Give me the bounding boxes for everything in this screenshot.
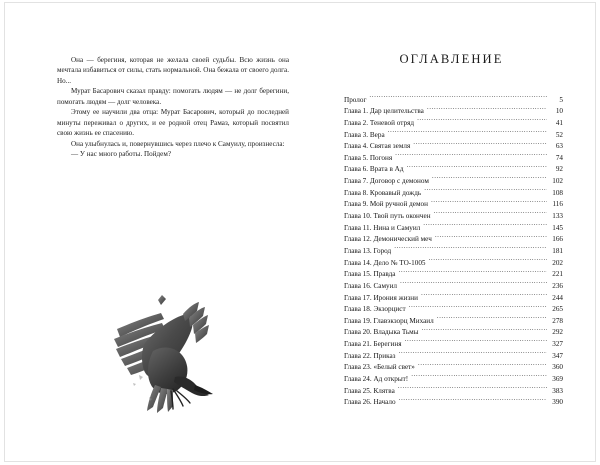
- toc-entry-label: Глава 14. Дело № ТО-1005: [344, 258, 426, 267]
- toc-leader-dots: [435, 230, 547, 242]
- toc-leader-dots: [417, 113, 547, 125]
- toc-leader-dots: [407, 160, 547, 172]
- toc-entry-page: 221: [552, 270, 563, 279]
- toc-entry-page: 116: [552, 200, 563, 209]
- toc-entry-label: Глава 10. Твой путь окончен: [344, 212, 431, 221]
- toc-entry-page: 74: [555, 153, 563, 162]
- toc-entry-label: Глава 23. «Белый свет»: [344, 363, 415, 372]
- toc-entry-label: Глава 9. Мой ручной демон: [344, 200, 428, 209]
- toc-leader-dots: [409, 300, 547, 312]
- page-title: ОГЛАВЛЕНИЕ: [399, 52, 504, 66]
- toc-entry-label: Глава 5. Погоня: [344, 153, 393, 162]
- toc-entry[interactable]: [344, 90, 563, 102]
- toc-leader-dots: [427, 102, 547, 114]
- toc-leader-dots: [395, 148, 547, 160]
- toc-entry-page: 360: [552, 363, 563, 372]
- toc-entry-page: 347: [552, 351, 563, 360]
- toc-entry-label: Глава 24. Ад открыт!: [344, 375, 409, 384]
- toc-entry-page: 10: [555, 107, 563, 116]
- toc-leader-dots: [421, 288, 547, 300]
- toc-entry-page: 327: [552, 340, 563, 349]
- toc-leader-dots: [411, 369, 547, 381]
- toc-entry-page: 5: [559, 95, 563, 104]
- toc-entry-label: Глава 7. Договор с демоном: [344, 177, 429, 186]
- toc-leader-dots: [432, 171, 547, 183]
- toc-entry-label: Глава 18. Экзорцист: [344, 305, 406, 314]
- toc-entry-label: Глава 11. Нина и Самуил: [344, 223, 421, 232]
- toc-leader-dots: [423, 218, 547, 230]
- toc-entry-label: Глава 19. Главэкзорц Михаил: [344, 316, 434, 325]
- toc-leader-dots: [394, 241, 547, 253]
- toc-entry-label: Глава 12. Демонический меч: [344, 235, 432, 244]
- toc-leader-dots: [431, 195, 547, 207]
- book-spread: [4, 2, 596, 462]
- toc-entry[interactable]: [344, 102, 563, 114]
- paragraph: — У нас много работы. Пойдем?: [71, 150, 172, 159]
- toc-entry-label: Глава 22. Приказ: [344, 351, 396, 360]
- toc-entry-label: Глава 25. Клятва: [344, 386, 395, 395]
- toc-entry-label: Глава 3. Вера: [344, 130, 385, 139]
- paragraph: Этому ее научили два отца: Мурат Басарович, который до последней минуты переживал о других, и ее родной отец Рамаз, который посвятил свою жизнь ее спасению.: [57, 108, 289, 138]
- toc-leader-dots: [421, 323, 547, 335]
- toc-entry-page: 236: [552, 281, 563, 290]
- paragraph: Она улыбнулась и, повернувшись через плечо к Самуилу, произнесла:: [71, 139, 285, 148]
- body-text-block: [57, 55, 289, 160]
- toc-entry-label: Глава 26. Начало: [344, 398, 396, 407]
- left-page: [5, 3, 300, 461]
- toc-entry-page: 292: [552, 328, 563, 337]
- toc-entry-label: Пролог: [344, 95, 367, 104]
- toc-entry-page: 265: [552, 305, 563, 314]
- toc-entry-page: 145: [552, 223, 563, 232]
- toc-leader-dots: [399, 393, 547, 405]
- toc-leader-dots: [369, 90, 547, 102]
- toc-entry-page: 166: [552, 235, 563, 244]
- toc-entry-page: 202: [552, 258, 563, 267]
- toc-entry-label: Глава 17. Ирония жизни: [344, 293, 418, 302]
- table-of-contents: [344, 90, 563, 407]
- toc-entry-page: 52: [555, 130, 563, 139]
- raven-illustration: [109, 285, 229, 413]
- toc-entry-page: 102: [552, 177, 563, 186]
- toc-leader-dots: [429, 253, 547, 265]
- toc-entry-page: 133: [552, 212, 563, 221]
- toc-entry-label: Глава 2. Теневой отряд: [344, 118, 415, 127]
- toc-entry-label: Глава 4. Святая земля: [344, 142, 411, 151]
- toc-leader-dots: [424, 183, 547, 195]
- toc-entry-page: 181: [552, 246, 563, 255]
- toc-entry-page: 41: [555, 118, 563, 127]
- toc-entry-page: 383: [552, 386, 563, 395]
- toc-leader-dots: [437, 311, 547, 323]
- toc-entry-page: 63: [555, 142, 563, 151]
- toc-entry-label: Глава 8. Кровавый дождь: [344, 188, 422, 197]
- toc-entry-page: 244: [552, 293, 563, 302]
- toc-leader-dots: [388, 125, 547, 137]
- toc-leader-dots: [399, 265, 548, 277]
- toc-entry-label: Глава 13. Город: [344, 246, 392, 255]
- toc-entry-label: Глава 16. Самуил: [344, 281, 398, 290]
- toc-entry-label: Глава 6. Врата в Ад: [344, 165, 404, 174]
- toc-entry-page: 108: [552, 188, 563, 197]
- toc-entry-page: 92: [555, 165, 563, 174]
- toc-leader-dots: [400, 276, 547, 288]
- toc-entry-label: Глава 1. Дар целительства: [344, 107, 424, 116]
- toc-entry-label: Глава 15. Правда: [344, 270, 396, 279]
- toc-leader-dots: [418, 358, 547, 370]
- toc-entry-label: Глава 20. Владыка Тьмы: [344, 328, 419, 337]
- toc-entry-page: 369: [552, 375, 563, 384]
- toc-entry-page: 278: [552, 316, 563, 325]
- toc-leader-dots: [399, 346, 547, 358]
- toc-leader-dots: [398, 381, 547, 393]
- toc-leader-dots: [405, 334, 547, 346]
- toc-entry-label: Глава 21. Берегиня: [344, 340, 402, 349]
- toc-entry-page: 390: [552, 398, 563, 407]
- toc-leader-dots: [434, 206, 547, 218]
- toc-leader-dots: [413, 137, 547, 149]
- paragraph: Она — берегиня, которая не желала своей судьбы. Всю жизнь она мечтала избавиться от силы, стать нормальной. Она бежала от своего долга. Но...: [57, 56, 289, 85]
- paragraph: Мурат Басарович сказал правду: помогать людям — не долг берегини, помогать людям — долг человека.: [57, 87, 289, 106]
- right-page: [300, 3, 595, 461]
